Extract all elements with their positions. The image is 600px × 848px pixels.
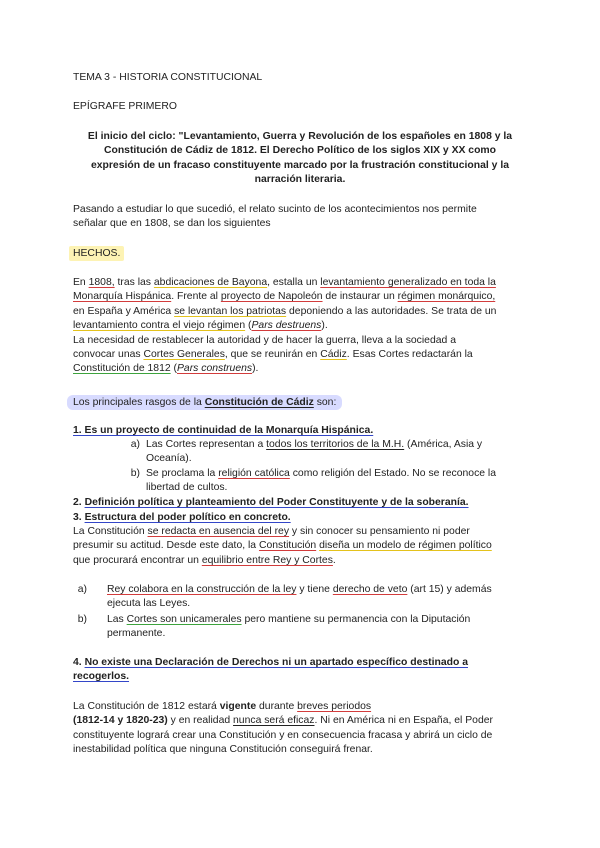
point-3-heading: 3. Estructura del poder político en concreto. xyxy=(73,512,291,523)
point-3-item-b: b) Las Cortes son unicamerales pero mantiene su permanencia con la Diputación permanente. xyxy=(77,614,471,640)
point-4-heading: 4. No existe una Declaración de Derechos ni un apartado específico destinado a recogerlos. xyxy=(73,657,468,683)
document-title: El inicio del ciclo: "Levantamiento, Guerra y Revolución de los españoles en 1808 y la Constitución de Cádiz de 1812. El Derecho Político de los siglos XIX y XX como expresión de un fracaso constituyente marcado por la frustración constitucional y la narración literaria. xyxy=(87,131,513,186)
point-1-heading: 1. Es un proyecto de continuidad de la Monarquía Hispánica. xyxy=(73,425,374,436)
hechos-label: HECHOS. xyxy=(69,247,124,261)
point-3-paragraph: La Constitución se redacta en ausencia del rey y sin conocer su pensamiento ni poder presumir su actitud. Desde este dato, la Constitución diseña un modelo de régimen político que procurará encontrar un equilibrio entre Rey y Cortes. xyxy=(73,526,492,566)
hechos-paragraph: En 1808, tras las abdicaciones de Bayona, estalla un levantamiento generalizado en toda la Monarquía Hispánica. Frente al proyecto de Napoleón de instaurar un régimen monárquico, en España y América se levantan los patriotas deponiendo a las autoridades. Se trata de un levantamiento contra el viejo régimen (Pars destruens). La necesidad de restablecer la autoridad y de hacer la guerra, lleva a la sociedad a convocar unas Cortes Generales, que se reunirán en Cádiz. Esas Cortes redactarán la Constitución de 1812 (Pars construens). xyxy=(73,277,497,375)
intro-paragraph: Pasando a estudiar lo que sucedió, el relato sucinto de los acontecimientos nos permite señalar que en 1808, se dan los siguientes xyxy=(73,204,477,230)
rasgos-intro: Los principales rasgos de la Constitución de Cádiz son: xyxy=(67,396,342,410)
epigrafe-heading: EPÍGRAFE PRIMERO xyxy=(73,101,177,112)
tema-heading: TEMA 3 - HISTORIA CONSTITUCIONAL xyxy=(73,72,263,83)
point-1-item-a: a) Las Cortes representan a todos los territorios de la M.H. (América, Asia y Oceanía). xyxy=(130,439,483,465)
point-1-item-b: b) Se proclama la religión católica como religión del Estado. No se reconoce la libertad de cultos. xyxy=(130,468,497,494)
closing-paragraph: La Constitución de 1812 estará vigente durante breves periodos (1812-14 y 1820-23) y en realidad nunca será eficaz. Ni en América ni en España, el Poder constituyente logrará crear una Constitución y en consecuencia fracasa y abrirá un ciclo de inestabilidad política que ninguna Constitución conseguirá frenar. xyxy=(73,701,493,756)
point-3-item-a: a) Rey colabora en la construcción de la ley y tiene derecho de veto (art 15) y además ejecuta las Leyes. xyxy=(77,584,492,610)
point-2-heading: 2. Definición política y planteamiento del Poder Constituyente y de la soberanía. xyxy=(73,497,469,508)
